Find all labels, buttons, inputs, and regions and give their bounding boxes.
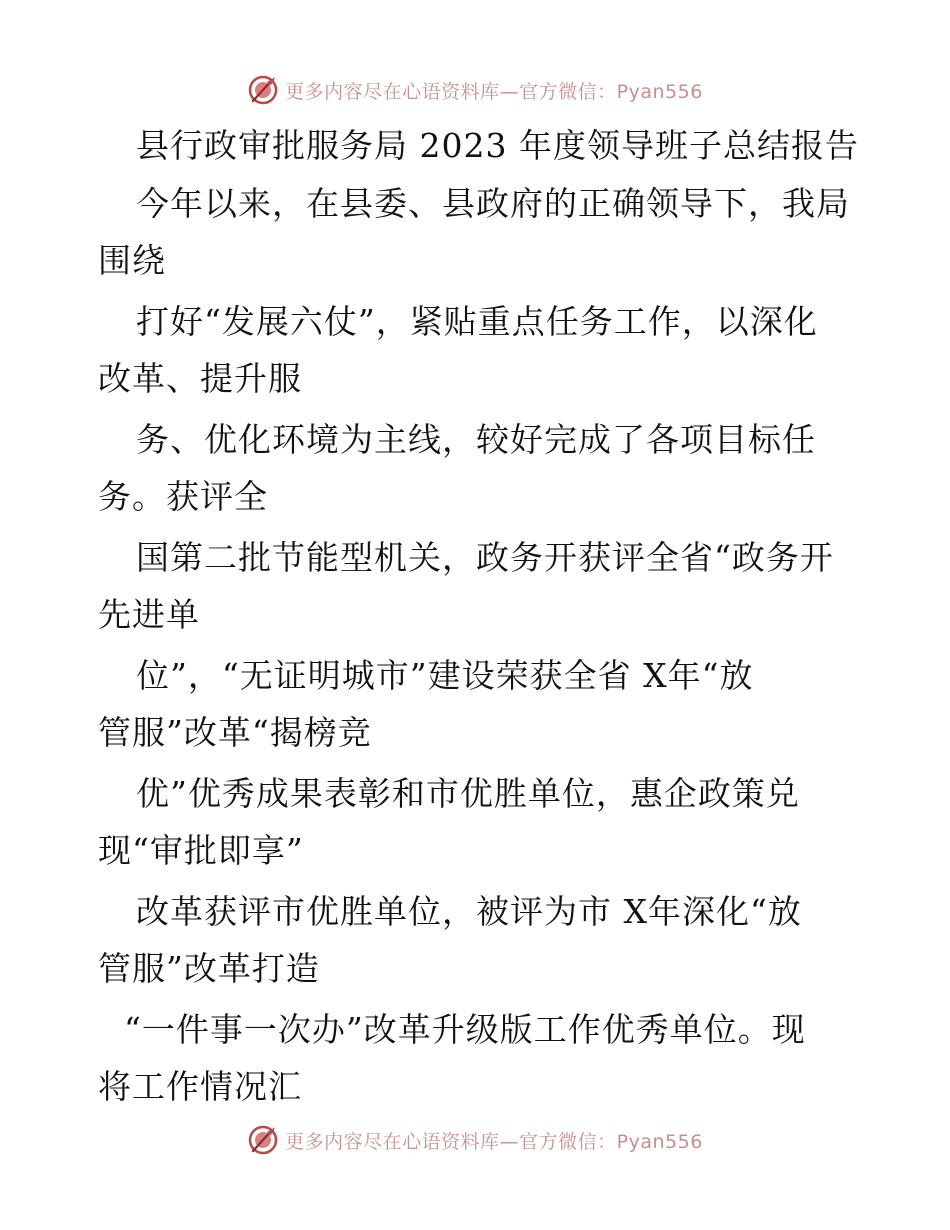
paragraph-line: 打好“发展六仗”，紧贴重点任务工作，以深化 [136,302,818,341]
quill-seal-icon [247,1124,279,1156]
paragraph-line: 今年以来，在县委、县政府的正确领导下，我局 [136,184,850,223]
document-title: 县行政审批服务局 2023 年度领导班子总结报告 [136,126,859,165]
watermark-text: 更多内容尽在心语资料库—官方微信：Pyan556 [285,1130,703,1153]
paragraph-line: 现“审批即享” [98,831,304,870]
paragraph-line: 改革、提升服 [98,359,302,398]
paragraph-line: 务、优化环境为主线，较好完成了各项目标任 [136,420,816,459]
paragraph-line: 管服”改革打造 [98,949,320,988]
watermark-text: 更多内容尽在心语资料库—官方微信：Pyan556 [285,80,703,103]
paragraph-line: 先进单 [98,595,200,634]
footer-watermark [0,1122,950,1158]
paragraph-line: 围绕 [98,241,166,280]
paragraph-line: 改革获评市优胜单位，被评为市 X年深化“放 [136,892,802,931]
paragraph-line: 位”，“无证明城市”建设荣获全省 X年“放 [136,656,754,695]
paragraph-line: “一件事一次办”改革升级版工作优秀单位。现 [124,1010,806,1049]
paragraph-line: 管服”改革“揭榜竞 [98,713,372,752]
paragraph-line: 国第二批节能型机关，政务开获评全省“政务开 [136,538,834,577]
paragraph-line: 将工作情况汇 [98,1067,302,1106]
paragraph-line: 优”优秀成果表彰和市优胜单位，惠企政策兑 [136,774,800,813]
paragraph-line: 务。获评全 [98,477,268,516]
